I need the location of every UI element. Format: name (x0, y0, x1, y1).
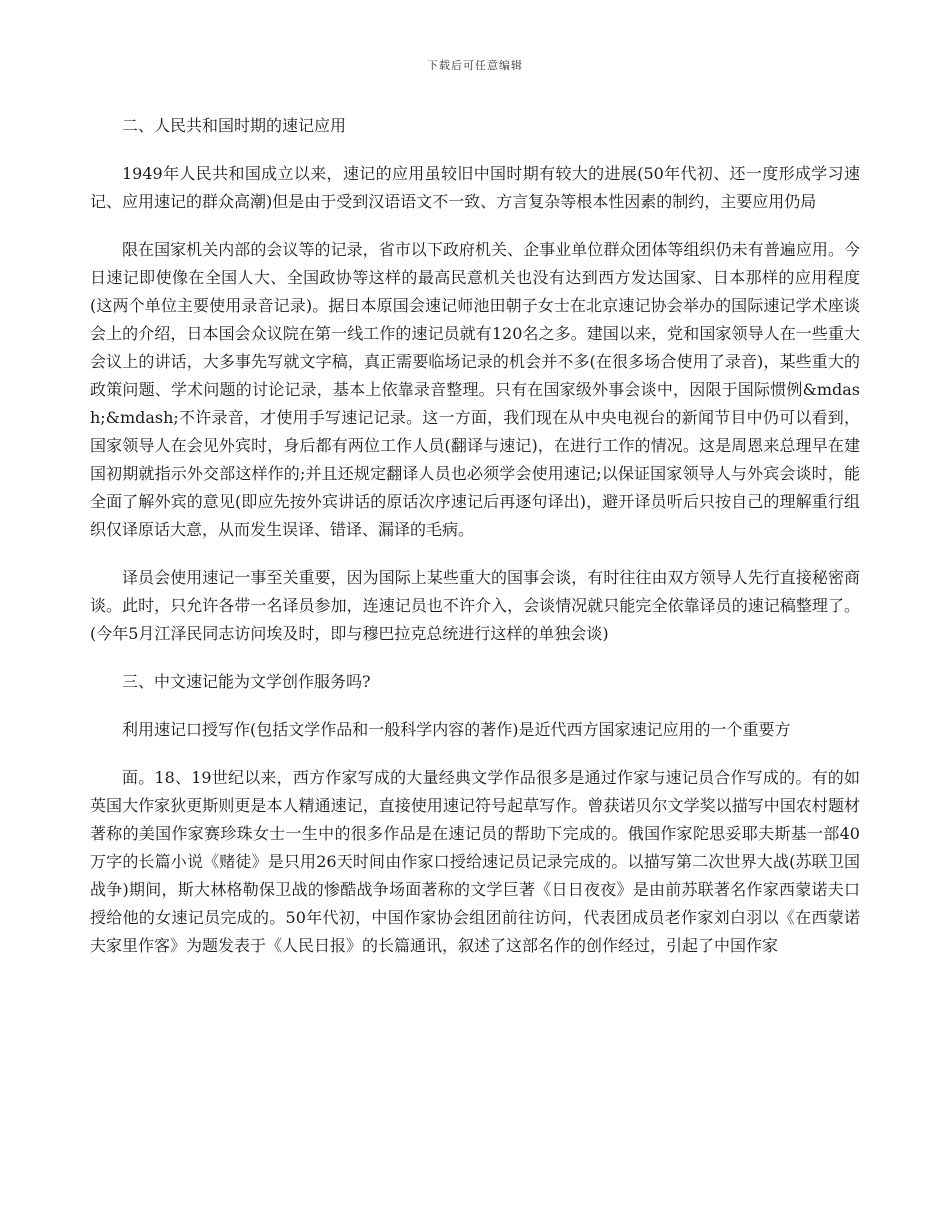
section-heading-prc-era: 二、人民共和国时期的速记应用 (122, 116, 347, 135)
paragraph: 1949年人民共和国成立以来，速记的应用虽较旧中国时期有较大的进展(50年代初、还一度形成学习速记、应用速记的群众高潮)但是由于受到汉语语文不一致、方言复杂等根本性因素的制约，主要应用仍局 (90, 164, 860, 211)
document-body (90, 112, 860, 980)
paragraph: 利用速记口授写作(包括文学作品和一般科学内容的著作)是近代西方国家速记应用的一个重要方 (122, 720, 791, 739)
section-heading-literature: 三、中文速记能为文学创作服务吗? (122, 672, 371, 691)
paragraph: 面。18、19世纪以来，西方作家写成的大量经典文学作品很多是通过作家与速记员合作写成的。有的如英国大作家狄更斯则更是本人精通速记，直接使用速记符号起草写作。曾获诺贝尔文学奖以描写中国农村题材著称的美国作家赛珍珠女士一生中的很多作品是在速记员的帮助下完成的。俄国作家陀思妥耶夫斯基一部40万字的长篇小说《赌徒》是只用26天时间由作家口授给速记员记录完成的。以描写第二次世界大战(苏联卫国战争)期间，斯大林格勒保卫战的惨酷战争场面著称的文学巨著《日日夜夜》是由前苏联著名作家西蒙诺夫口授给他的女速记员完成的。50年代初，中国作家协会组团前往访问，代表团成员老作家刘白羽以《在西蒙诺夫家里作客》为题发表于《人民日报》的长篇通讯，叙述了这部名作的创作经过，引起了中国作家 (90, 768, 860, 955)
paragraph: 限在国家机关内部的会议等的记录，省市以下政府机关、企事业单位群众团体等组织仍未有普遍应用。今日速记即使像在全国人大、全国政协等这样的最高民意机关也没有达到西方发达国家、日本那样的应用程度(这两个单位主要使用录音记录)。据日本原国会速记师池田朝子女士在北京速记协会举办的国际速记学术座谈会上的介绍，日本国会众议院在第一线工作的速记员就有120名之多。建国以来，党和国家领导人在一些重大会议上的讲话，大多事先写就文字稿，真正需要临场记录的机会并不多(在很多场合使用了录音)，某些重大的政策问题、学术问题的讨论记录，基本上依靠录音整理。只有在国家级外事会谈中，因限于国际惯例&mdash;&mdash;不许录音，才使用手写速记记录。这一方面，我们现在从中央电视台的新闻节目中仍可以看到，国家领导人在会见外宾时，身后都有两位工作人员(翻译与速记)，在进行工作的情况。这是周恩来总理早在建国初期就指示外交部这样作的;并且还规定翻译人员也必须学会使用速记;以保证国家领导人与外宾会谈时，能全面了解外宾的意见(即应先按外宾讲话的原话次序速记后再逐句译出)，避开译员听后只按自己的理解重行组织仅译原话大意，从而发生误译、错译、漏译的毛病。 (90, 240, 860, 539)
paragraph: 译员会使用速记一事至关重要，因为国际上某些重大的国事会谈，有时往往由双方领导人先行直接秘密商谈。此时，只允许各带一名译员参加，连速记员也不许介入，会谈情况就只能完全依靠译员的速记稿整理了。(今年5月江泽民同志访问埃及时，即与穆巴拉克总统进行这样的单独会谈) (90, 568, 860, 643)
page-header: 下载后可任意编辑 (427, 59, 523, 72)
